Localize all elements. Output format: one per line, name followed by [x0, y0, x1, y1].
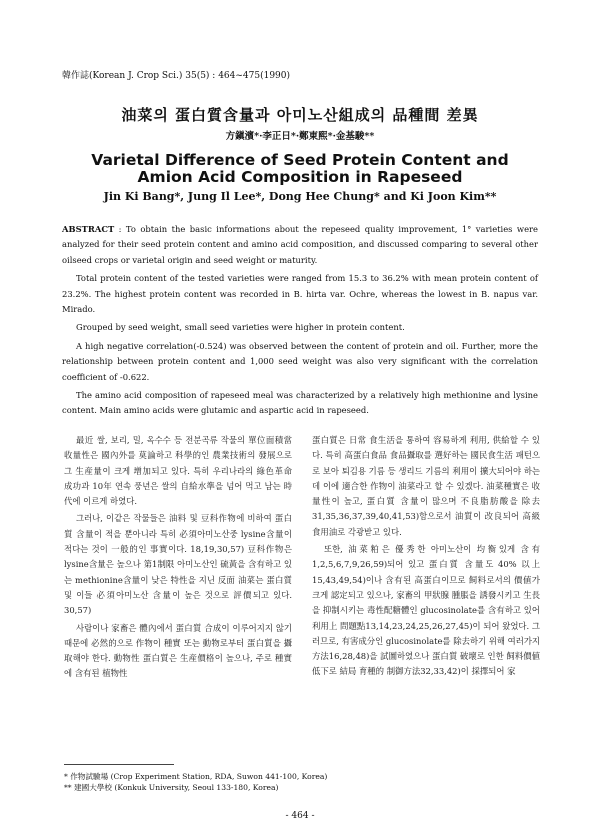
abstract-paragraph-2: Total protein content of the tested varieties were ranged from 15.3 to 36.2% with mean protein content of 23.2%. The highest protein content was recorded in B. hirta var. Ochre, whereas the lowest in B. napus var. Mirado.: [62, 273, 538, 315]
journal-reference: 韓作誌(Korean J. Crop Sci.) 35(5) : 464~475(1990): [62, 71, 291, 81]
abstract-label: ABSTRACT: [62, 224, 115, 234]
abstract: [62, 222, 538, 422]
abstract-paragraph-1: [62, 222, 538, 268]
footnotes: [64, 771, 544, 793]
footnote-divider: [64, 764, 174, 765]
english-title-line-2: Amion Acid Composition in Rapeseed: [137, 168, 463, 186]
footnote-1: * 作物試驗場 (Crop Experiment Station, RDA, Suwon 441-100, Korea): [64, 772, 328, 781]
english-authors: Jin Ki Bang*, Jung Il Lee*, Dong Hee Chung* and Ki Joon Kim**: [103, 190, 497, 203]
english-title-line-1: Varietal Difference of Seed Protein Content and: [91, 151, 509, 169]
abstract-paragraph-5: The amino acid composition of rapeseed meal was characterized by a relatively high methionine and lysine content. Main amino acids were glutamic and aspartic acid in rapeseed.: [62, 390, 538, 416]
body-column-right: [312, 433, 540, 682]
korean-title: 油菜의 蛋白質含量과 아미노산組成의 品種間 差異: [121, 106, 479, 124]
body-right-paragraph-1: 蛋白質은 日常 食生活을 통하여 容易하게 利用, 供給할 수 있다. 특히 高蛋白食品 食品攝取를 選好하는 國民食生活 패턴으로 보아 퇴김용 기름 등 생리드 기름의 利用이 擴大되어야 하는데 이에 適合한 作物이 油菜라고 할 수 있겠다. 油菜種實은 收量性이 높고, 蛋白質 含量이 많으며 不良脂肪酸을 除去31,35,36,37,39,40,41,53)함으로서 油質이 改良되어 高級食用油로 각광받고 있다.: [312, 435, 540, 537]
abstract-text-1: : To obtain the basic informations about the repeseed quality improvement, 1° varieties were analyzed for their seed protein content and amino acid composition, and discussed comparing to several other oilseed crops or varietal origin and seed weight or maturity.: [62, 224, 538, 265]
body-left-paragraph-3: 사람이나 家畜은 體內에서 蛋白質 合成이 이루어지지 않기 때문에 必然的으로 作物이 種實 또는 動物로부터 蛋白質을 攝取해야 한다. 動物性 蛋白質은 生産價格이 높으나, 주로 種實에 含有된 植物性: [64, 622, 292, 679]
english-title: [0, 152, 600, 186]
korean-authors: 方鎭濱*·李正日*·鄭東熙*·金基駿**: [225, 131, 375, 142]
body-column-left: [64, 433, 292, 684]
body-right-paragraph-2: 또한, 油菜粕은 優秀한 아미노산이 均衡있게 含有1,2,5,6,7,9,26,59)되어 있고 蛋白質 含量도 40% 以上15,43,49,54)이나 含有된 高蛋白이므로 飼料로서의 價値가 크게 認定되고 있으나, 家畜의 甲狀腺 腫脹을 誘發시키고 生長을 抑制시키는 毒性配糖體인 glucosinolate를 含有하고 있어 利用上 問題點13,14,23,24,25,26,27,45)이 되어 왔었다. 그러므로, 有害成分인 glucosinolate를 除去하기 위해 여러가지 方法16,28,48)을 試圖하였으나 蛋白質 破壞로 인한 飼料價値 低下로 結局 育種的 制御方法32,33,42)이 採擇되어 家: [312, 544, 540, 677]
footnote-2: ** 建國大學校 (Konkuk University, Seoul 133-180, Korea): [64, 783, 279, 792]
abstract-paragraph-4: A high negative correlation(-0.524) was observed between the content of protein and oil. Further, more the relationship between protein content and 1,000 seed weight was also very significant with the correlation coefficient of -0.622.: [62, 340, 538, 382]
body-left-paragraph-2: 그러나, 이같은 작물들은 油料 및 豆科作物에 비하여 蛋白質 含量이 적을 뿐아니라 특히 必須아미노산중 lysine含量이 적다는 것이 一般的인 事實이다. 18,19,30,57) 豆科作物은 lysine含量은 높으나 第1制限 아미노산인 硫黃을 含有하고 있는 methionine含量이 낮은 特性을 지닌 反面 油菜는 蛋白質 및 이들 必須아미노산 含量이 높은 것으로 評價되고 있다. 30,57): [64, 513, 292, 616]
abstract-paragraph-3: Grouped by seed weight, small seed varieties were higher in protein content.: [76, 322, 405, 333]
body-left-paragraph-1: 最近 쌀, 보리, 밀, 옥수수 등 전분곡류 작물의 單位面積當 收量性은 國內外를 莫論하고 科學的인 農業技術의 發展으로 그 生産量이 크게 增加되고 있다. 특히 우리나라의 綠色革命 成功과 10年 연속 풍년은 쌀의 自給水準을 넘어 먹고 남는 時代에 이르게 하였다.: [64, 435, 292, 507]
page-number: - 464 -: [285, 811, 315, 821]
